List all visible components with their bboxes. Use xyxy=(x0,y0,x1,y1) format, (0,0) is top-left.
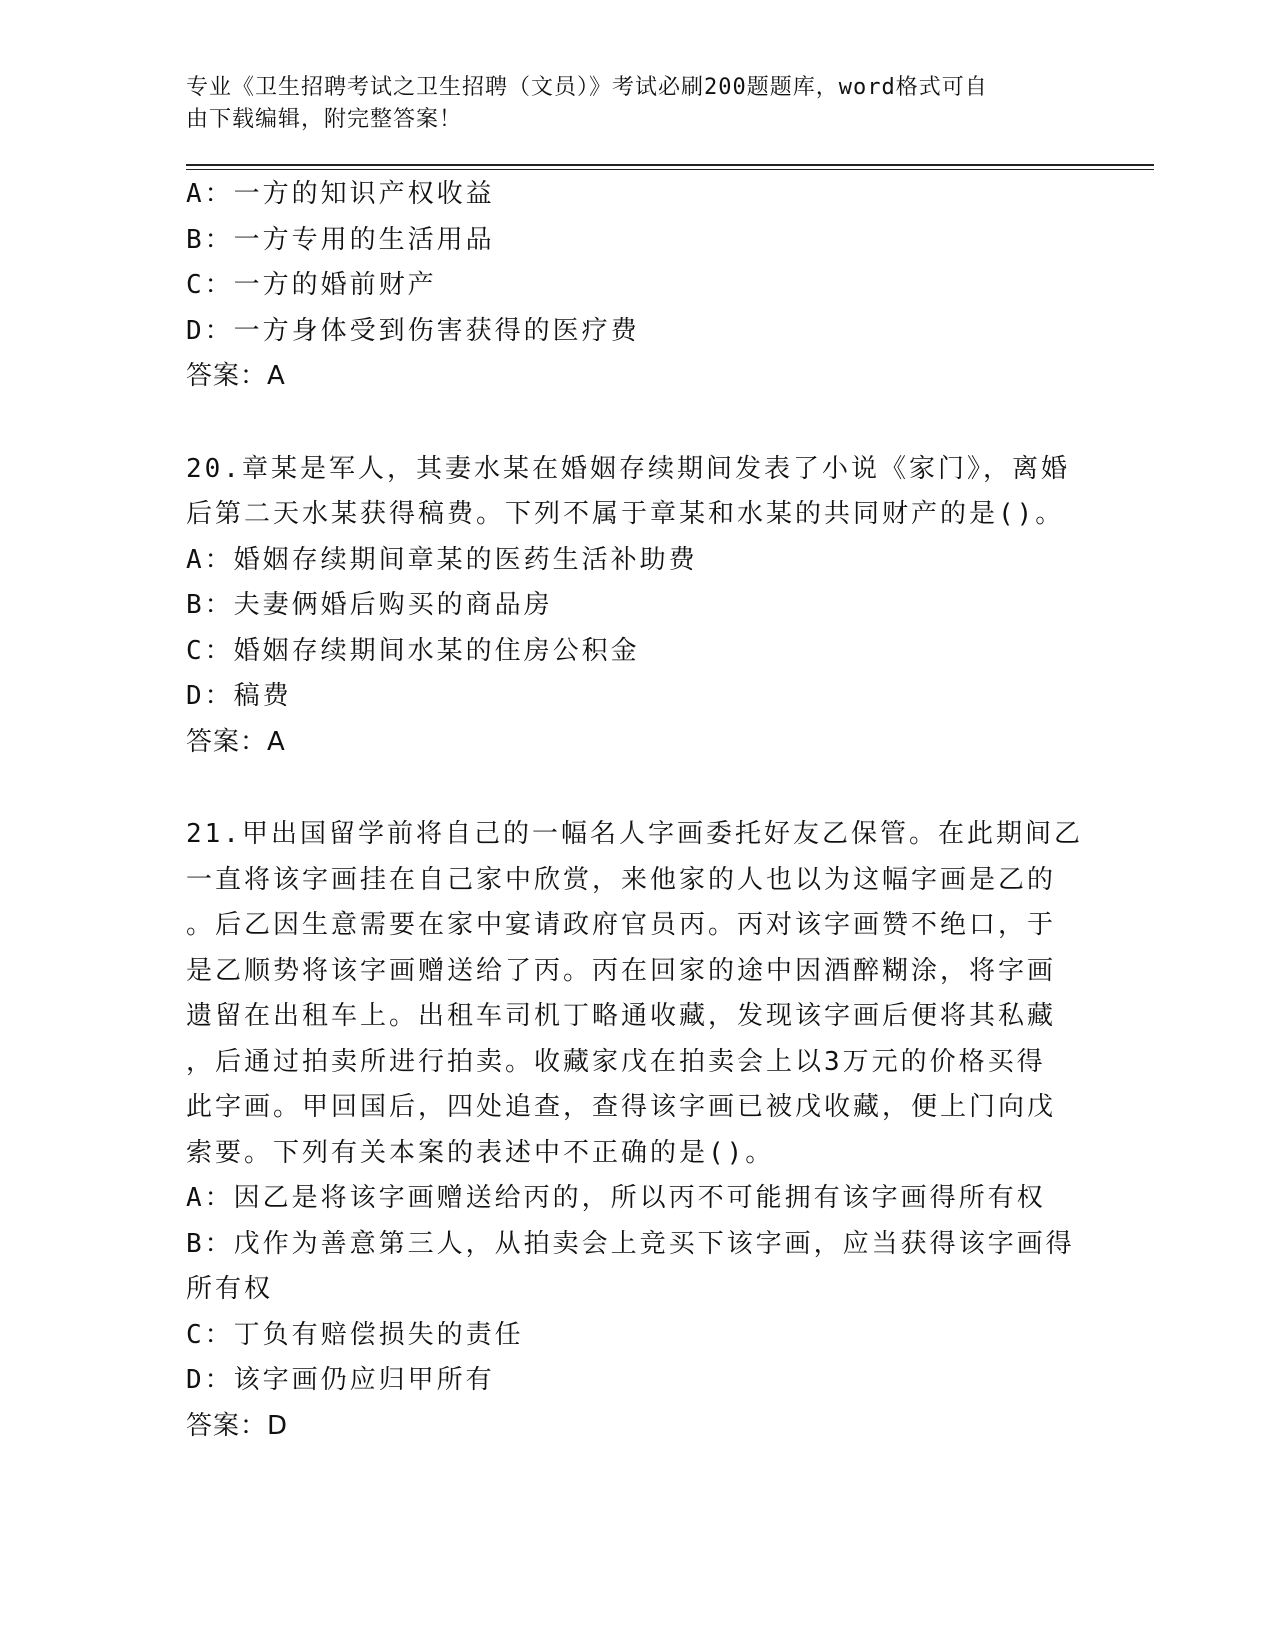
option-c: C：丁负有赔偿损失的责任 xyxy=(186,1319,524,1350)
question-19-continued xyxy=(186,172,1154,400)
stem-line: 是乙顺势将该字画赠送给了丙。丙在回家的途中因酒醉糊涂，将字画 xyxy=(186,955,1057,986)
stem-line: 索要。下列有关本案的表述中不正确的是()。 xyxy=(186,1137,775,1168)
question-21 xyxy=(186,812,1154,1449)
document-page xyxy=(186,72,1154,1449)
answer-line: 答案：A xyxy=(186,361,286,391)
option-c: C：婚姻存续期间水某的住房公积金 xyxy=(186,635,640,666)
option-b: B：夫妻俩婚后购买的商品房 xyxy=(186,590,553,620)
option-d: D：一方身体受到伤害获得的医疗费 xyxy=(186,315,640,346)
document-header xyxy=(186,72,1066,136)
question-20 xyxy=(186,447,1154,766)
stem-line: 后第二天水某获得稿费。下列不属于章某和水某的共同财产的是()。 xyxy=(186,499,1065,529)
stem-line: 一直将该字画挂在自己家中欣赏，来他家的人也以为这幅字画是乙的 xyxy=(186,864,1057,895)
option-a: A：婚姻存续期间章某的医药生活补助费 xyxy=(186,544,698,575)
stem-line: 遗留在出租车上。出租车司机丁略通收藏，发现该字画后便将其私藏 xyxy=(186,1001,1057,1031)
option-a: A：一方的知识产权收益 xyxy=(186,179,495,209)
option-b: B：戊作为善意第三人，从拍卖会上竞买下该字画，应当获得该字画得 xyxy=(186,1228,1075,1259)
option-c: C：一方的婚前财产 xyxy=(186,270,437,300)
option-b: B：一方专用的生活用品 xyxy=(186,224,495,255)
stem-line: 此字画。甲回国后，四处追查，查得该字画已被戊收藏，便上门向戊 xyxy=(186,1092,1057,1122)
question-stem xyxy=(186,812,1154,1176)
stem-line: ，后通过拍卖所进行拍卖。收藏家戊在拍卖会上以3万元的价格买得 xyxy=(186,1046,1046,1077)
header-line-1: 专业《卫生招聘考试之卫生招聘（文员）》考试必刷200题题库，word格式可自 xyxy=(186,75,988,100)
option-d: D：该字画仍应归甲所有 xyxy=(186,1365,495,1395)
option-b-continued: 所有权 xyxy=(186,1274,274,1304)
stem-line: 21.甲出国留学前将自己的一幅名人字画委托好友乙保管。在此期间乙 xyxy=(186,819,1083,849)
answer-line: 答案：A xyxy=(186,726,286,757)
option-d: D：稿费 xyxy=(186,681,292,711)
answer-line: 答案：D xyxy=(186,1410,289,1441)
header-line-2: 由下载编辑，附完整答案！ xyxy=(186,107,463,132)
header-divider xyxy=(186,164,1154,170)
question-stem xyxy=(186,447,1154,538)
option-a: A：因乙是将该字画赠送给丙的，所以丙不可能拥有该字画得所有权 xyxy=(186,1183,1046,1213)
stem-line: 20.章某是军人，其妻水某在婚姻存续期间发表了小说《家门》，离婚 xyxy=(186,453,1070,484)
stem-line: 。后乙因生意需要在家中宴请政府官员丙。丙对该字画赞不绝口，于 xyxy=(186,910,1057,940)
